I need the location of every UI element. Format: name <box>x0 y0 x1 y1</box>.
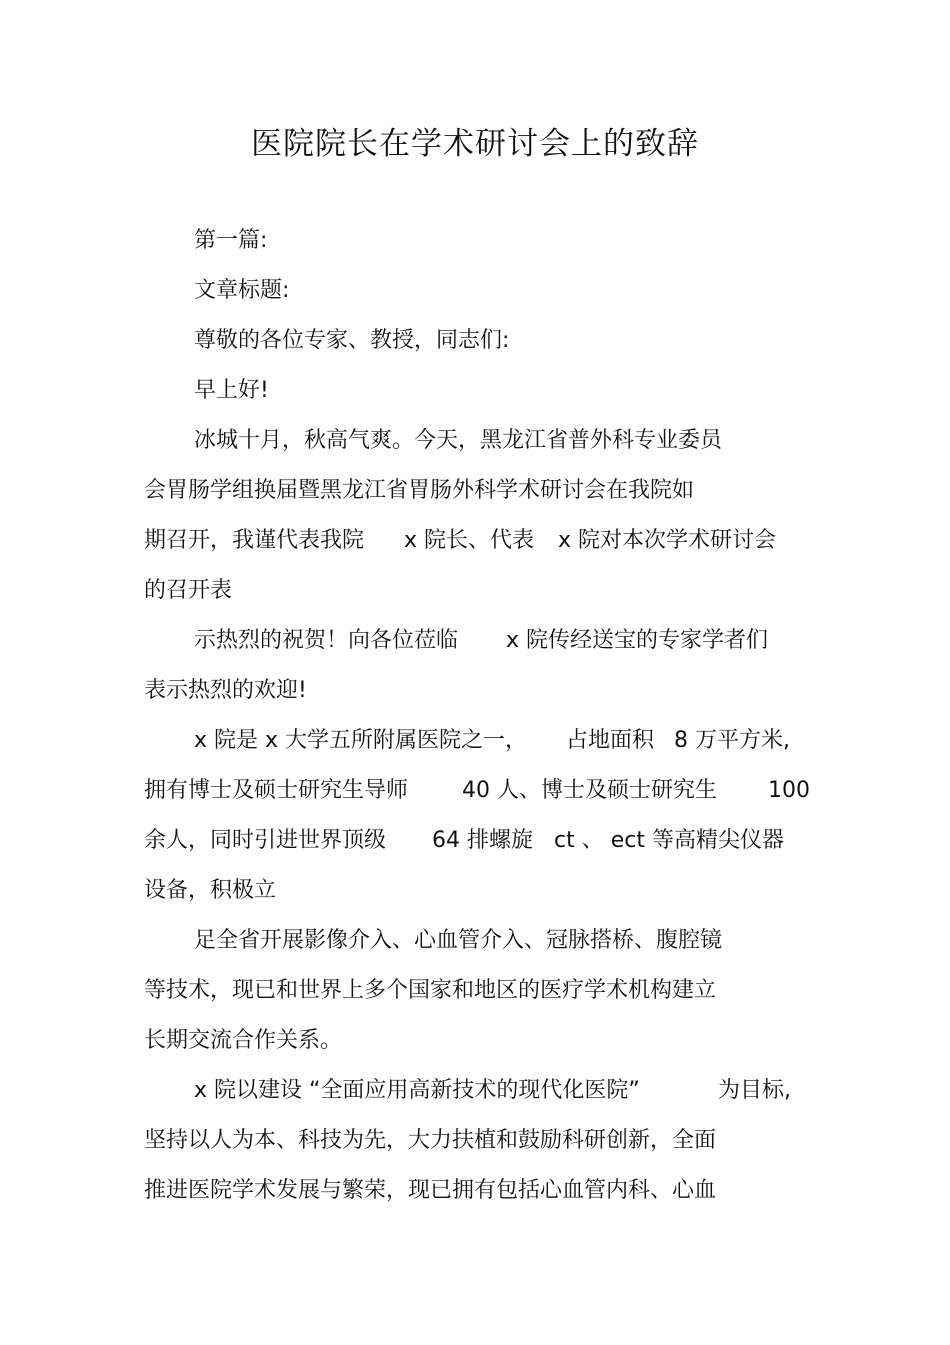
text-segment: x 院以建设 “全面应用高新技术的现代化医院” <box>194 1078 640 1103</box>
text-line: 长期交流合作关系。 <box>144 1028 343 1053</box>
text-line: 会胃肠学组换届暨黑龙江省胃肠外科学术研讨会在我院如 <box>144 478 695 503</box>
text-segment: x 院传经送宝的专家学者们 <box>506 628 769 653</box>
text-line <box>194 626 794 656</box>
text-segment: 100 <box>768 778 810 803</box>
text-segment: x 院对本次学术研讨会 <box>558 528 777 553</box>
text-line <box>144 776 824 806</box>
text-segment: 示热烈的祝贺！向各位莅临 <box>194 628 459 653</box>
text-segment: 余人，同时引进世界顶级 <box>144 828 387 853</box>
text-line <box>144 526 804 556</box>
text-line <box>194 726 814 756</box>
text-line: 第一篇: <box>194 228 268 253</box>
text-line: 足全省开展影像介入、心血管介入、冠脉搭桥、腹腔镜 <box>194 928 723 953</box>
text-line: 尊敬的各位专家、教授，同志们: <box>194 328 510 353</box>
text-segment: 64 排螺旋 <box>432 828 533 853</box>
text-line: 的召开表 <box>144 578 233 603</box>
text-segment: 40 人、博士及硕士研究生 <box>462 778 717 803</box>
text-line: 早上好! <box>194 378 269 403</box>
text-segment: 占地面积 <box>566 728 655 753</box>
text-line <box>144 826 804 856</box>
text-segment: 8 万平方米, <box>674 728 790 753</box>
text-line <box>194 1076 814 1106</box>
text-segment: x 院长、代表 <box>404 528 535 553</box>
text-line: 等技术，现已和世界上多个国家和地区的医疗学术机构建立 <box>144 978 717 1003</box>
text-line: 文章标题: <box>194 278 290 303</box>
text-segment: 拥有博士及硕士研究生导师 <box>144 778 409 803</box>
text-line: 设备，积极立 <box>144 878 277 903</box>
text-line: 坚持以人为本、科技为先，大力扶植和鼓励科研创新，全面 <box>144 1128 717 1153</box>
text-line: 推进医院学术发展与繁荣，现已拥有包括心血管内科、心血 <box>144 1178 717 1203</box>
text-segment: ct 、 ect <box>554 828 645 853</box>
text-line: 表示热烈的欢迎! <box>144 678 307 703</box>
text-segment: x 院是 x 大学五所附属医院之一， <box>194 728 528 753</box>
text-segment: 等高精尖仪器 <box>652 828 785 853</box>
text-line: 冰城十月，秋高气爽。今天，黑龙江省普外科专业委员 <box>194 428 723 453</box>
text-segment: 期召开，我谨代表我院 <box>144 528 365 553</box>
document-title: 医院院长在学术研讨会上的致辞 <box>251 126 699 162</box>
text-segment: 为目标, <box>718 1078 791 1103</box>
